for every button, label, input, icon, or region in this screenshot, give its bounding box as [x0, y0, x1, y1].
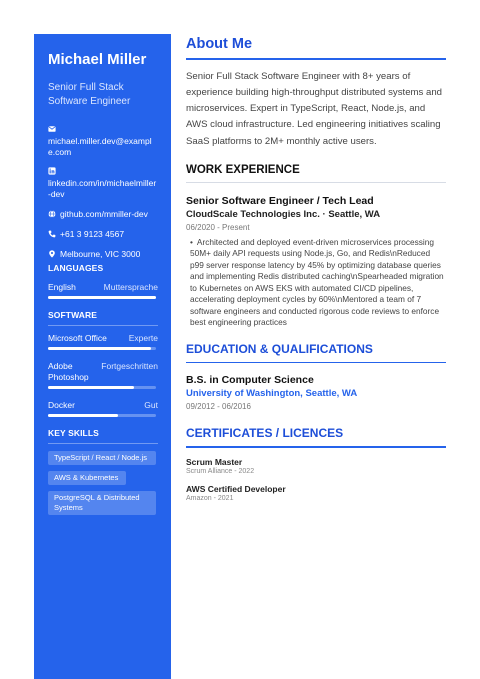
language-level: Muttersprache: [103, 282, 158, 292]
certificates-divider: [186, 446, 446, 448]
bullet: •: [190, 236, 193, 247]
about-text: Senior Full Stack Software Engineer with 8+ years of experience building high-throughput distributed systems and microservices. Expert in TypeScript, React, Node.js, and AWS cloud infrastructure. Led engineering initiatives scaling SaaS platforms to 2M+ monthly active users.: [186, 70, 442, 147]
contact-phone[interactable]: [48, 229, 158, 240]
envelope-icon: [48, 125, 56, 133]
github-text: github.com/mmiller-dev: [60, 209, 148, 219]
software-level-bar: [48, 347, 156, 350]
language-name: English: [48, 282, 76, 292]
job-entry: [186, 195, 446, 329]
location-text: Melbourne, VIC 3000: [60, 249, 141, 259]
skill-chip: PostgreSQL & Distributed Systems: [48, 491, 156, 515]
contact-location: [48, 249, 158, 260]
languages-title: LANGUAGES: [48, 263, 104, 273]
candidate-role: Senior Full Stack Software Engineer: [48, 82, 131, 107]
software-level-bar: [48, 414, 156, 417]
software-item: [48, 361, 158, 389]
email-text: michael.miller.dev@example.com: [48, 136, 152, 157]
contact-linkedin[interactable]: [48, 167, 158, 200]
education-dates: 09/2012 - 06/2016: [186, 402, 251, 412]
work-heading: WORK EXPERIENCE: [186, 163, 300, 176]
software-name: Microsoft Office: [48, 333, 107, 343]
contact-list: [48, 125, 158, 260]
job-description: [186, 237, 446, 329]
language-item: [48, 282, 158, 299]
software-name: Docker: [48, 400, 75, 410]
certificate-entry: [186, 484, 446, 502]
key-skills-list: [48, 451, 158, 515]
about-heading: About Me: [186, 36, 253, 52]
certificates-heading: CERTIFICATES / LICENCES: [186, 426, 344, 441]
job-company: CloudScale Technologies Inc. · Seattle, WA: [186, 208, 381, 220]
software-item: [48, 400, 158, 417]
work-divider: [186, 182, 446, 183]
education-degree: B.S. in Computer Science: [186, 374, 314, 387]
job-description-text: Architected and deployed event-driven microservices processing 50M+ daily API requests using Node.js, Go, and Redis\nReduced p99 server response latency by 45% by optimizing database queries and implementing Redis distributed caching\nSpearheaded migration to Kubernetes on AWS EKS with automated CI/CD pipelines, accelerating deployment cycles by 60%\nMentored a team of 7 software engineers and conducted rigorous code reviews to enforce best engineering practices: [190, 236, 444, 328]
job-title: Senior Software Engineer / Tech Lead: [186, 194, 374, 207]
software-level: Fortgeschritten: [101, 361, 158, 371]
certificate-name: Scrum Master: [186, 456, 243, 467]
job-dates: 06/2020 - Present: [186, 222, 250, 232]
sidebar: [34, 34, 171, 679]
linkedin-icon: [48, 167, 56, 175]
candidate-name: Michael Miller: [48, 51, 147, 68]
skill-chip: AWS & Kubernetes: [48, 471, 126, 485]
software-name: Adobe Photoshop: [48, 361, 89, 382]
certificate-meta: Amazon - 2021: [186, 494, 234, 502]
software-level: Gut: [144, 400, 158, 410]
language-level-bar: [48, 296, 156, 299]
certificate-meta: Scrum Alliance - 2022: [186, 467, 255, 475]
phone-text: +61 3 9123 4567: [60, 229, 125, 239]
map-pin-icon: [48, 250, 56, 258]
globe-icon: [48, 210, 56, 218]
education-entry: [186, 374, 446, 411]
contact-github[interactable]: [48, 209, 158, 220]
skill-chip: TypeScript / React / Node.js: [48, 451, 156, 465]
software-level-bar: [48, 386, 156, 389]
key-skills-divider: [48, 443, 158, 444]
software-divider: [48, 325, 158, 326]
certificate-name: AWS Certified Developer: [186, 483, 286, 494]
education-heading: EDUCATION & QUALIFICATIONS: [186, 341, 373, 356]
key-skills-title: KEY SKILLS: [48, 428, 99, 438]
software-title: SOFTWARE: [48, 310, 97, 320]
certificate-entry: [186, 457, 446, 475]
linkedin-text: linkedin.com/in/michaelmiller-dev: [48, 178, 157, 199]
phone-icon: [48, 230, 56, 238]
software-level: Experte: [128, 333, 158, 343]
contact-email[interactable]: [48, 125, 158, 158]
education-school: University of Washington, Seattle, WA: [186, 388, 358, 400]
about-divider: [186, 58, 446, 60]
education-divider: [186, 362, 446, 364]
software-item: [48, 333, 158, 350]
main-content: [186, 36, 446, 502]
